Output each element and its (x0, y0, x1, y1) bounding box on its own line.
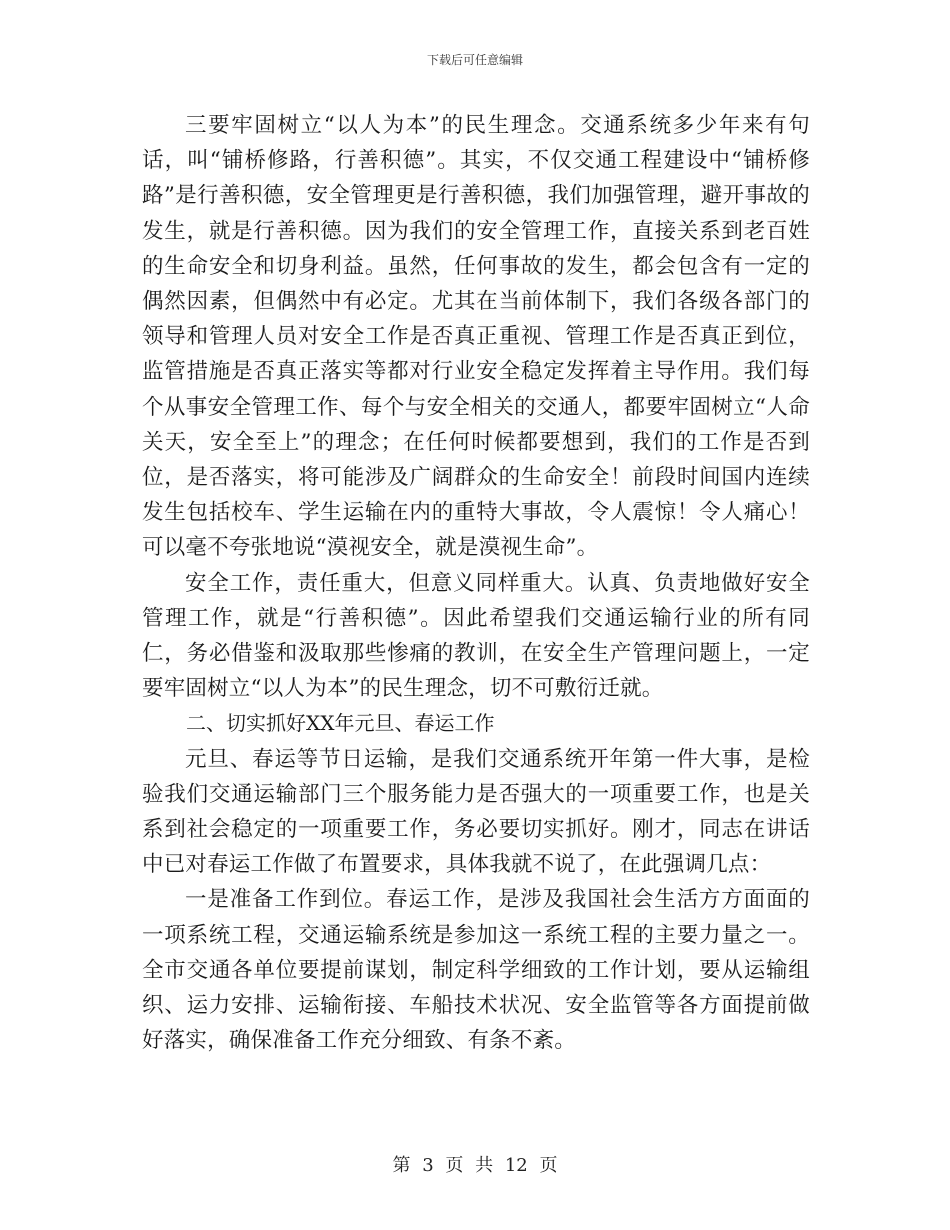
paragraph-spring-transport: 元旦、春运等节日运输，是我们交通系统开年第一件大事，是检验我们交通运输部门三个服务能力是否强大的一项重要工作，也是关系到社会稳定的一项重要工作，务必要切实抓好。刚才，同志在讲话中已对春运工作做了布置要求，具体我就不说了，在此强调几点： (142, 746, 810, 878)
paragraph-preparation: 一是准备工作到位。春运工作，是涉及我国社会生活方方面面的一项系统工程，交通运输系统是参加这一系统工程的主要力量之一。全市交通各单位要提前谋划，制定科学细致的工作计划，要从运输组织、运力安排、运输衔接、车船技术状况、安全监管等各方面提前做好落实，确保准备工作充分细致、有条不紊。 (142, 887, 810, 1054)
paragraph-safety-responsibility: 安全工作，责任重大，但意义同样重大。认真、负责地做好安全管理工作，就是“行善积德”。因此希望我们交通运输行业的所有同仁，务必借鉴和汲取那些惨痛的教训，在安全生产管理问题上，一定要牢固树立“以人为本”的民生理念，切不可敷衍迁就。 (142, 570, 810, 702)
section-heading: 二、切实抓好XX年元旦、春运工作 (186, 711, 495, 736)
page-header: 下载后可任意编辑 (426, 53, 523, 67)
page-number-footer: 第 3 页 共 12 页 (392, 1155, 558, 1176)
paragraph-people-oriented: 三要牢固树立“以人为本”的民生理念。交通系统多少年来有句话，叫“铺桥修路，行善积德”。其实，不仅交通工程建设中“铺桥修路”是行善积德，安全管理更是行善积德，我们加强管理，避开事故的发生，就是行善积德。因为我们的安全管理工作，直接关系到老百姓的生命安全和切身利益。虽然，任何事故的发生，都会包含有一定的偶然因素，但偶然中有必定。尤其在当前体制下，我们各级各部门的领导和管理人员对安全工作是否真正重视、管理工作是否真正到位，监管措施是否真正落实等都对行业安全稳定发挥着主导作用。我们每个从事安全管理工作、每个与安全相关的交通人，都要牢固树立“人命关天，安全至上”的理念；在任何时候都要想到，我们的工作是否到位，是否落实，将可能涉及广阔群众的生命安全！前段时间国内连续发生包括校车、学生运输在内的重特大事故，令人震惊！令人痛心！可以毫不夸张地说“漠视安全，就是漠视生命”。 (142, 113, 810, 561)
document-body (142, 108, 810, 1058)
